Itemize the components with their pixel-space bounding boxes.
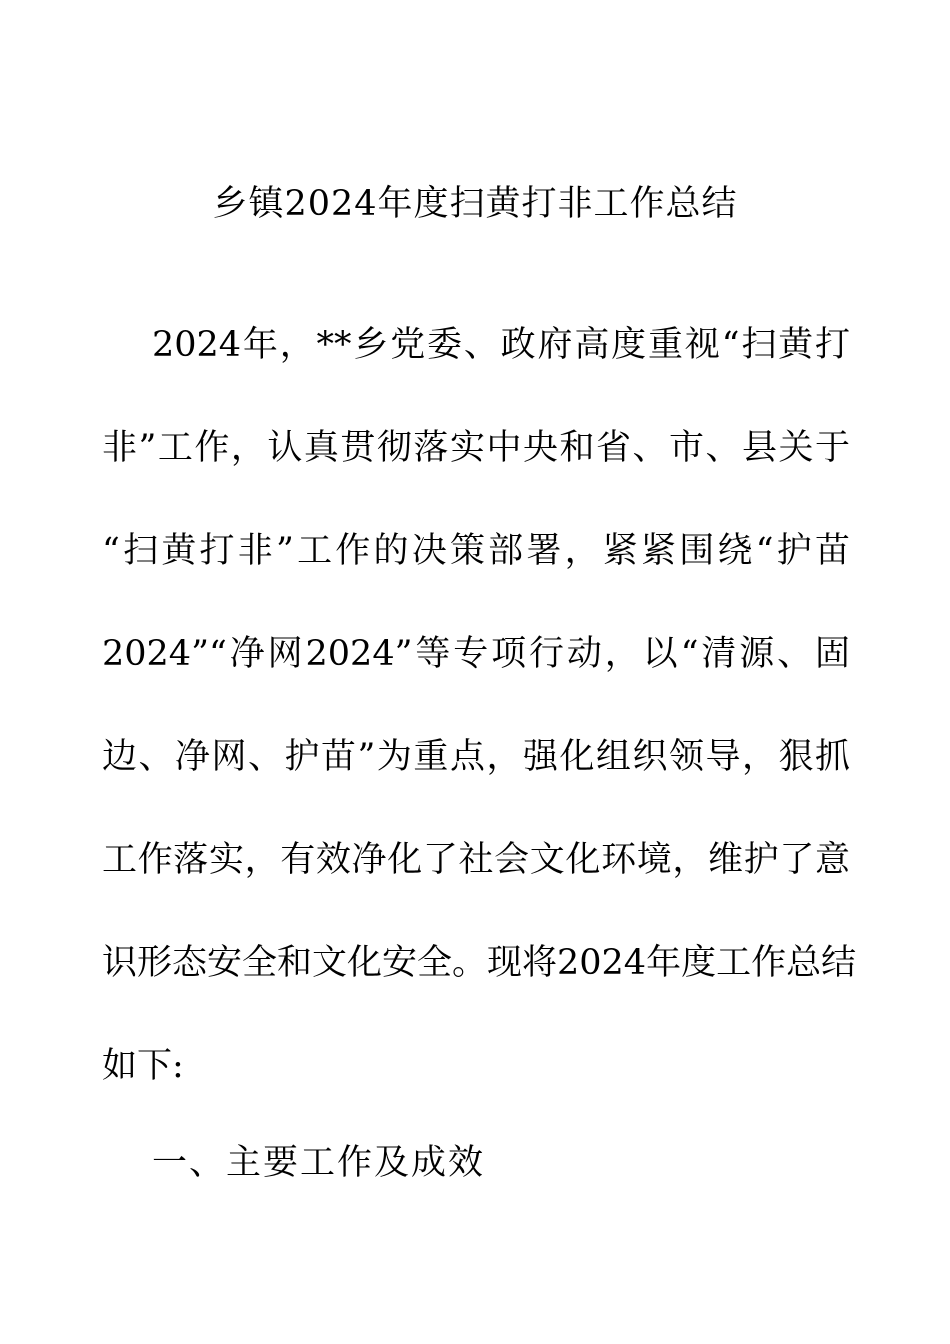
paragraph-line-4: 2024”“净网2024”等专项行动，以“清源、固: [102, 634, 850, 674]
document-title: 乡镇2024年度扫黄打非工作总结: [212, 184, 738, 224]
section-heading: 一、主要工作及成效: [152, 1143, 486, 1183]
paragraph-line-6: 工作落实，有效净化了社会文化环境，维护了意: [102, 840, 850, 880]
paragraph-line-2: 非”工作，认真贯彻落实中央和省、市、县关于: [102, 428, 850, 468]
paragraph-line-1: 2024年，**乡党委、政府高度重视“扫黄打: [152, 325, 850, 365]
paragraph-line-3: “扫黄打非”工作的决策部署，紧紧围绕“护苗: [102, 531, 850, 571]
paragraph-line-8: 如下:: [102, 1046, 184, 1086]
paragraph-line-5: 边、净网、护苗”为重点，强化组织领导，狠抓: [102, 737, 850, 777]
paragraph-line-7: 识形态安全和文化安全。现将2024年度工作总结: [102, 943, 857, 983]
